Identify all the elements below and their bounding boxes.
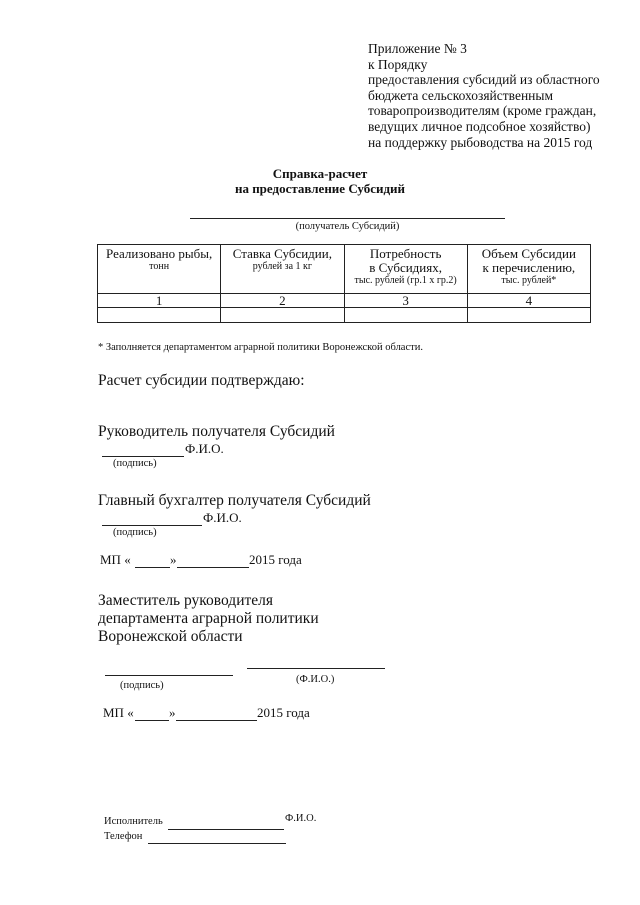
recipient-blank-line[interactable] (190, 218, 505, 219)
header-cell-fish-sold (98, 245, 221, 294)
header-cell-subsidy-amount (467, 245, 590, 294)
stamp-day-blank[interactable] (135, 720, 169, 721)
data-cell-subsidy-rate[interactable] (221, 308, 344, 323)
deputy-signature-line[interactable] (105, 675, 233, 676)
deputy-fio-line[interactable] (247, 668, 385, 669)
table-row-column-numbers (98, 294, 591, 308)
deputy-fio-caption: (Ф.И.О.) (296, 674, 335, 685)
stamp-month-blank[interactable] (177, 567, 249, 568)
header-unit-text: тонн (149, 261, 170, 272)
stamp-date-year: 2015 года (257, 705, 310, 720)
head-title: Руководитель получателя Субсидий (98, 423, 335, 440)
header-cell-subsidy-rate (221, 245, 344, 294)
data-cell-subsidy-need[interactable] (344, 308, 467, 323)
phone-label: Телефон (104, 831, 143, 842)
deputy-signature-caption: (подпись) (120, 680, 164, 691)
column-number: 2 (221, 294, 344, 308)
header-main-text: Потребность в Субсидиях, (369, 246, 442, 275)
stamp-date-year: 2015 года (249, 552, 302, 567)
column-number: 3 (344, 294, 467, 308)
header-unit-text: рублей за 1 кг (252, 261, 312, 272)
header-main-text: Объем Субсидии к перечислению, (481, 246, 576, 275)
accountant-signature-line[interactable] (102, 525, 202, 526)
stamp-date-prefix: МП « (103, 705, 134, 720)
header-main-text: Ставка Субсидии, (232, 246, 332, 261)
phone-line[interactable] (148, 843, 286, 844)
table-row-data (98, 308, 591, 323)
header-main-text: Реализовано рыбы, (106, 246, 213, 261)
deputy-title-line2: департамента аграрной политики (98, 610, 319, 627)
stamp-date-quote: » (170, 552, 177, 567)
head-signature-line[interactable] (102, 456, 184, 457)
head-signature-caption: (подпись) (113, 458, 157, 469)
document-title: Справка-расчет (272, 166, 368, 181)
accountant-title: Главный бухгалтер получателя Субсидий (98, 492, 371, 509)
table-header-row (98, 245, 591, 294)
calculation-table (97, 244, 591, 323)
table-footnote: * Заполняется департаментом аграрной политики Воронежской области. (98, 342, 423, 353)
stamp-month-blank[interactable] (176, 720, 257, 721)
accountant-signature-caption: (подпись) (113, 527, 157, 538)
recipient-caption: (получатель Субсидий) (295, 221, 400, 232)
document-subtitle: на предоставление Субсидий (234, 181, 406, 196)
data-cell-subsidy-amount[interactable] (467, 308, 590, 323)
header-cell-subsidy-need (344, 245, 467, 294)
executor-name-line[interactable] (168, 829, 284, 830)
header-unit-text: тыс. рублей* (501, 275, 557, 286)
executor-fio-label: Ф.И.О. (285, 813, 317, 824)
confirmation-heading: Расчет субсидии подтверждаю: (98, 372, 305, 389)
header-unit-text: тыс. рублей (гр.1 х гр.2) (354, 275, 457, 286)
appendix-reference: Приложение № 3 к Порядку предоставления субсидий из областного бюджета сельскохозяйственным товаропроизводителям (кроме граждан, ведущих личное подсобное хозяйство) на поддержку рыбоводства на 2015 год (368, 41, 600, 150)
column-number: 4 (467, 294, 590, 308)
deputy-title-line1: Заместитель руководителя (98, 592, 274, 609)
accountant-fio-label: Ф.И.О. (203, 510, 242, 525)
stamp-date-quote: » (169, 705, 176, 720)
column-number: 1 (98, 294, 221, 308)
deputy-title-line3: Воронежской области (98, 628, 243, 645)
data-cell-fish-sold[interactable] (98, 308, 221, 323)
head-fio-label: Ф.И.О. (185, 441, 224, 456)
stamp-day-blank[interactable] (135, 567, 170, 568)
executor-label: Исполнитель (104, 816, 163, 827)
stamp-date-prefix: МП « (100, 552, 131, 567)
